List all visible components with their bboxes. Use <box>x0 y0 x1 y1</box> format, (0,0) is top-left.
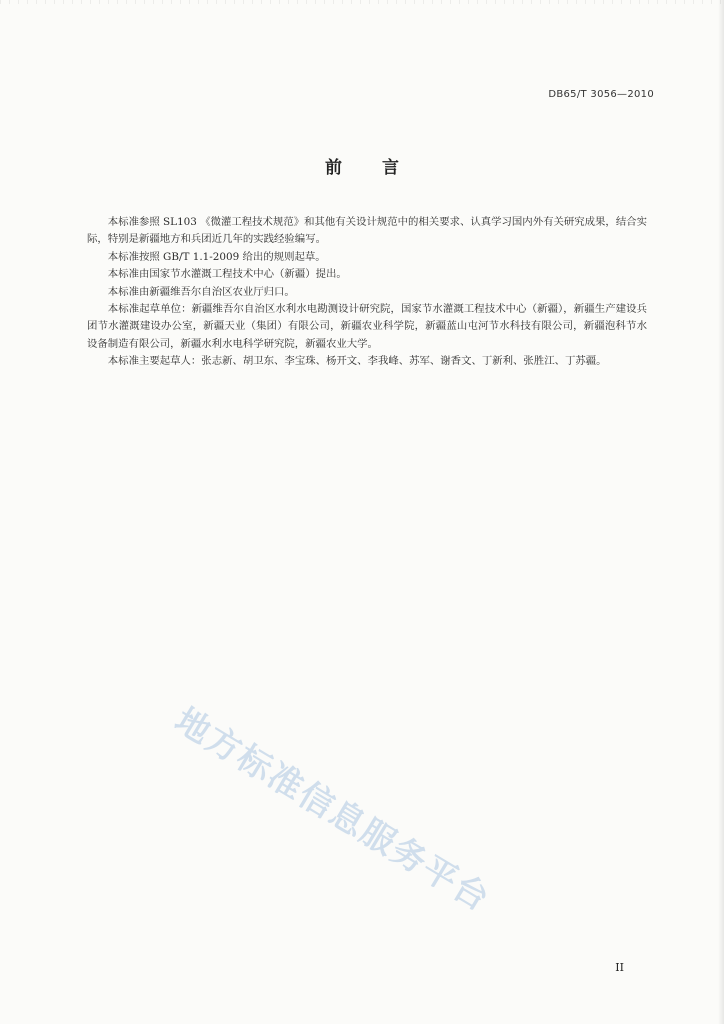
watermark: 地方标准信息服务平台 <box>167 700 498 921</box>
document-code: DB65/T 3056—2010 <box>548 89 654 100</box>
page-number: II <box>615 961 624 974</box>
paragraph-reference: 本标准参照 SL103 《微灌工程技术规范》和其他有关设计规范中的相关要求、认真学习国内外有关研究成果，结合实际，特别是新疆地方和兵团近几年的实践经验编写。 <box>87 216 647 246</box>
paragraph-drafters: 本标准主要起草人：张志新、胡卫东、李宝珠、杨开文、李我峰、苏军、谢香文、丁新利、张胜江、丁苏疆。 <box>107 355 607 368</box>
paragraph-administrator: 本标准由新疆维吾尔自治区农业厅归口。 <box>107 285 295 298</box>
scan-artifact-top <box>0 0 724 4</box>
paragraph-drafting-rules: 本标准按照 GB/T 1.1-2009 给出的规则起草。 <box>107 250 326 263</box>
paragraph-proposer: 本标准由国家节水灌溉工程技术中心（新疆）提出。 <box>107 268 347 281</box>
page-title: 前言 <box>325 158 439 178</box>
paragraph-drafting-units: 本标准起草单位：新疆维吾尔自治区水利水电勘测设计研究院，国家节水灌溉工程技术中心（新疆），新疆生产建设兵团节水灌溉建设办公室，新疆天业（集团）有限公司，新疆农业科学院，新疆蓝山屯河节水科技有限公司，新疆泡科节水设备制造有限公司，新疆水利水电科学研究院，新疆农业大学。 <box>87 303 647 350</box>
preface-body <box>87 214 647 371</box>
